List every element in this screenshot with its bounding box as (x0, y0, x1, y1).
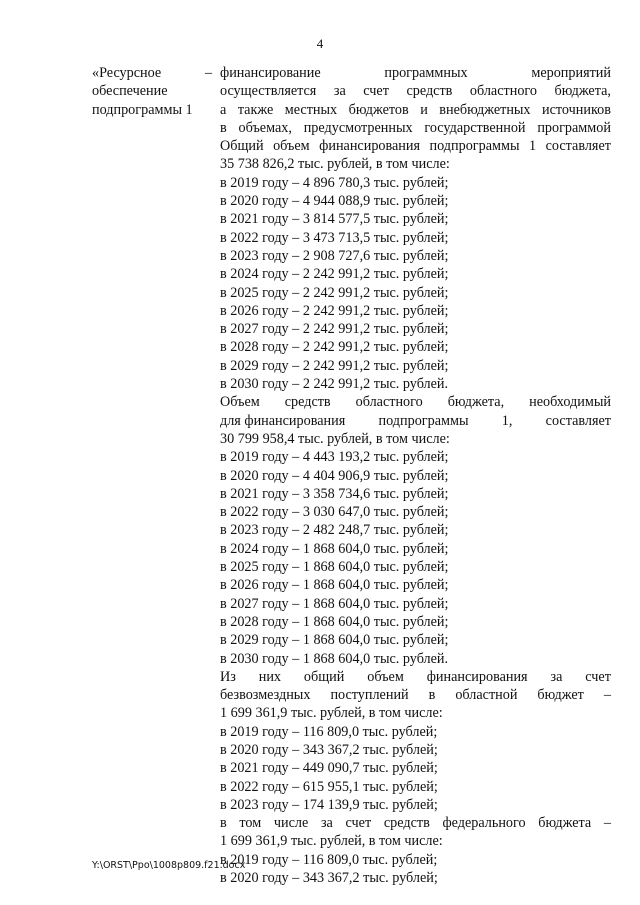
year-amount-line: в 2029 году – 1 868 604,0 тыс. рублей; (220, 632, 449, 649)
word: программой (537, 119, 611, 136)
year-amount-line: в 2030 году – 2 242 991,2 тыс. рублей. (220, 376, 449, 393)
word: областной (455, 687, 518, 704)
gratuitous-total-line: 1 699 361,9 тыс. рублей, в том числе: (220, 705, 443, 722)
year-amount-line: в 2027 году – 2 242 991,2 тыс. рублей; (220, 321, 449, 338)
word: бюджета, (447, 394, 505, 411)
regional-total-line: 30 799 958,4 тыс. рублей, в том числе: (220, 430, 450, 447)
word: счет (345, 815, 372, 832)
word: предусмотренных (303, 119, 413, 136)
word: за (333, 83, 346, 100)
word: в (428, 687, 436, 704)
year-amount-line: в 2019 году – 116 809,0 тыс. рублей; (220, 851, 438, 868)
year-amount-line: в 2028 году – 2 242 991,2 тыс. рублей; (220, 339, 449, 356)
word: 1, (501, 412, 513, 429)
year-amount-line: в 2021 году – 3 358 734,6 тыс. рублей; (220, 485, 449, 502)
year-amount-line: в 2023 году – 2 908 727,6 тыс. рублей; (220, 247, 449, 264)
year-amount-line: в 2028 году – 1 868 604,0 тыс. рублей; (220, 613, 449, 630)
resource-label-line: «Ресурсное (92, 65, 162, 81)
word: местных (284, 101, 338, 118)
year-amount-line: в 2021 году – 3 814 577,5 тыс. рублей; (220, 211, 449, 228)
year-amount-line: в 2027 году – 1 868 604,0 тыс. рублей; (220, 595, 449, 612)
word: программных (384, 65, 468, 81)
paragraph-line (220, 82, 611, 100)
paragraph-line (220, 686, 611, 704)
word: в (220, 815, 227, 832)
word: областного (469, 83, 537, 100)
year-amount-line: в 2026 году – 2 242 991,2 тыс. рублей; (220, 302, 449, 319)
resource-label-line: подпрограммы 1 (92, 101, 193, 118)
word: средств (284, 394, 331, 411)
word: финансирования (319, 138, 421, 155)
word: Общий (220, 138, 264, 155)
word: поступлений (330, 687, 409, 704)
word: – (603, 815, 611, 832)
federal-total-line: 1 699 361,9 тыс. рублей, в том числе: (220, 833, 443, 850)
year-amount-line: в 2020 году – 4 944 088,9 тыс. рублей; (220, 193, 449, 210)
word: бюджет (537, 687, 584, 704)
resource-label (92, 64, 204, 119)
year-amount-line: в 2023 году – 174 139,9 тыс. рублей; (220, 796, 438, 813)
word: числе (273, 815, 309, 832)
resource-body (220, 64, 611, 887)
word: бюджета, (554, 83, 611, 100)
word: также (237, 101, 274, 118)
word: средств (383, 815, 430, 832)
word: финансирования (426, 668, 528, 685)
word: подпрограммы (429, 138, 520, 155)
footer-file-path: Y:\ORST\Ppo\1008p809.f21.docx (92, 860, 246, 871)
word: необходимый (529, 394, 611, 411)
page-number: 4 (316, 36, 324, 51)
word: государственной (424, 119, 526, 136)
paragraph-line (220, 64, 611, 82)
word: составляет (545, 412, 611, 429)
word: для финансирования (220, 412, 346, 429)
year-amount-line: в 2023 году – 2 482 248,7 тыс. рублей; (220, 522, 449, 539)
word: них (258, 668, 282, 685)
total-amount-line: 35 738 826,2 тыс. рублей, в том числе: (220, 156, 450, 173)
year-amount-line: в 2019 году – 4 443 193,2 тыс. рублей; (220, 449, 449, 466)
word: бюджетов (348, 101, 409, 118)
paragraph-line (220, 814, 611, 832)
paragraph-line (220, 393, 611, 411)
paragraph-line (220, 668, 611, 686)
word: осуществляется (220, 83, 317, 100)
year-amount-line: в 2022 году – 615 955,1 тыс. рублей; (220, 778, 438, 795)
year-amount-line: в 2029 году – 2 242 991,2 тыс. рублей; (220, 357, 449, 374)
year-amount-line: в 2020 году – 4 404 906,9 тыс. рублей; (220, 467, 449, 484)
year-amount-line: в 2025 году – 2 242 991,2 тыс. рублей; (220, 284, 449, 301)
year-amount-line: в 2026 году – 1 868 604,0 тыс. рублей; (220, 577, 449, 594)
paragraph-line (220, 137, 611, 155)
paragraph-line (220, 119, 611, 137)
word: объемах, (238, 119, 292, 136)
word: бюджета (538, 815, 592, 832)
year-amount-line: в 2019 году – 116 809,0 тыс. рублей; (220, 723, 438, 740)
word: – (603, 687, 611, 704)
word: за (320, 815, 333, 832)
label-dash: – (205, 65, 213, 81)
word: Из (220, 668, 236, 685)
word: объем (367, 668, 404, 685)
word: внебюджетных (439, 101, 531, 118)
year-amount-line: в 2024 году – 1 868 604,0 тыс. рублей; (220, 540, 449, 557)
word: и (420, 101, 428, 118)
year-amount-line: в 2022 году – 3 030 647,0 тыс. рублей; (220, 504, 449, 521)
paragraph-line (220, 101, 611, 119)
word: объем (273, 138, 310, 155)
word: федерального (442, 815, 526, 832)
paragraph-line (220, 412, 611, 430)
word: а (220, 101, 227, 118)
word: средств (406, 83, 453, 100)
word: за (550, 668, 563, 685)
word: подпрограммы (378, 412, 469, 429)
word: общий (303, 668, 345, 685)
word: счет (363, 83, 389, 100)
word: областного (355, 394, 423, 411)
word: Объем (220, 394, 260, 411)
word: мероприятий (531, 65, 611, 81)
year-amount-line: в 2019 году – 4 896 780,3 тыс. рублей; (220, 174, 449, 191)
word: том (239, 815, 262, 832)
word: составляет (545, 138, 611, 155)
year-amount-line: в 2020 году – 343 367,2 тыс. рублей; (220, 741, 438, 758)
word: 1 (529, 138, 537, 155)
year-amount-line: в 2020 году – 343 367,2 тыс. рублей; (220, 870, 438, 887)
word: безвозмездных (220, 687, 311, 704)
word: источников (542, 101, 611, 118)
year-amount-line: в 2030 году – 1 868 604,0 тыс. рублей. (220, 650, 449, 667)
year-amount-line: в 2025 году – 1 868 604,0 тыс. рублей; (220, 559, 449, 576)
resource-label-line: обеспечение (92, 83, 168, 100)
word: счет (585, 668, 611, 685)
year-amount-line: в 2022 году – 3 473 713,5 тыс. рублей; (220, 229, 449, 246)
word: финансирование (220, 65, 321, 81)
word: в (220, 119, 227, 136)
year-amount-line: в 2024 году – 2 242 991,2 тыс. рублей; (220, 266, 449, 283)
year-amount-line: в 2021 году – 449 090,7 тыс. рублей; (220, 760, 438, 777)
